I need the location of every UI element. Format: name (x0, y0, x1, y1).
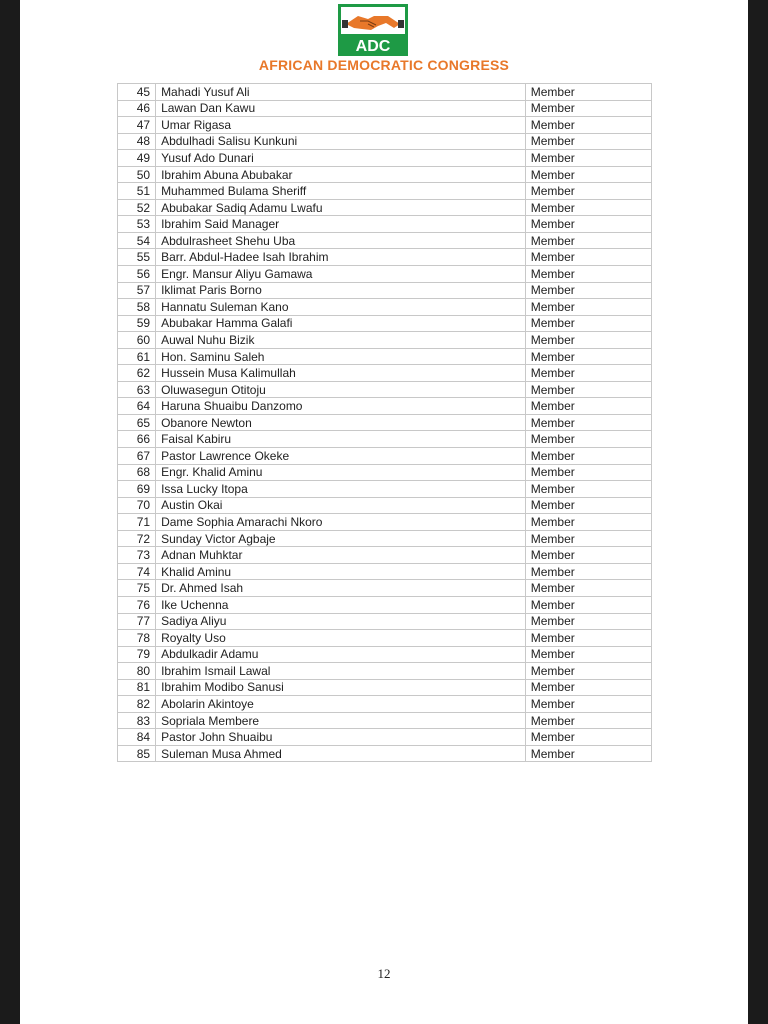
member-name: Umar Rigasa (156, 117, 526, 134)
member-number: 51 (118, 183, 156, 200)
table-row (118, 646, 652, 663)
member-name: Lawan Dan Kawu (156, 100, 526, 117)
table-row (118, 414, 652, 431)
member-number: 64 (118, 398, 156, 415)
member-role: Member (525, 299, 651, 316)
table-row (118, 679, 652, 696)
member-name: Iklimat Paris Borno (156, 282, 526, 299)
member-number: 66 (118, 431, 156, 448)
member-number: 58 (118, 299, 156, 316)
member-number: 61 (118, 348, 156, 365)
page-number: 12 (377, 966, 391, 981)
member-role: Member (525, 266, 651, 283)
table-row (118, 481, 652, 498)
table-row (118, 514, 652, 531)
member-role: Member (525, 547, 651, 564)
member-name: Dr. Ahmed Isah (156, 580, 526, 597)
member-number: 63 (118, 381, 156, 398)
member-role: Member (525, 497, 651, 514)
member-name: Abdulhadi Salisu Kunkuni (156, 133, 526, 150)
member-role: Member (525, 100, 651, 117)
table-row (118, 216, 652, 233)
member-name: Haruna Shuaibu Danzomo (156, 398, 526, 415)
members-table-body (118, 84, 652, 762)
member-name: Sunday Victor Agbaje (156, 530, 526, 547)
table-row (118, 464, 652, 481)
member-role: Member (525, 613, 651, 630)
logo-text: ADC (355, 38, 391, 55)
member-role: Member (525, 646, 651, 663)
table-row (118, 630, 652, 647)
member-name: Issa Lucky Itopa (156, 481, 526, 498)
member-role: Member (525, 712, 651, 729)
member-name: Obanore Newton (156, 414, 526, 431)
member-role: Member (525, 117, 651, 134)
member-role: Member (525, 84, 651, 101)
table-row (118, 199, 652, 216)
member-number: 83 (118, 712, 156, 729)
member-number: 72 (118, 530, 156, 547)
member-name: Suleman Musa Ahmed (156, 745, 526, 762)
member-number: 68 (118, 464, 156, 481)
member-name: Sadiya Aliyu (156, 613, 526, 630)
member-number: 75 (118, 580, 156, 597)
member-role: Member (525, 282, 651, 299)
member-number: 70 (118, 497, 156, 514)
member-name: Ibrahim Modibo Sanusi (156, 679, 526, 696)
member-name: Abdulrasheet Shehu Uba (156, 232, 526, 249)
member-name: Barr. Abdul-Hadee Isah Ibrahim (156, 249, 526, 266)
member-number: 69 (118, 481, 156, 498)
member-name: Hussein Musa Kalimullah (156, 365, 526, 382)
table-row (118, 613, 652, 630)
member-role: Member (525, 448, 651, 465)
member-role: Member (525, 481, 651, 498)
member-number: 73 (118, 547, 156, 564)
member-number: 84 (118, 729, 156, 746)
member-name: Pastor Lawrence Okeke (156, 448, 526, 465)
member-name: Hon. Saminu Saleh (156, 348, 526, 365)
member-number: 76 (118, 596, 156, 613)
table-row (118, 282, 652, 299)
member-name: Abolarin Akintoye (156, 696, 526, 713)
member-role: Member (525, 414, 651, 431)
member-number: 71 (118, 514, 156, 531)
table-row (118, 381, 652, 398)
member-role: Member (525, 150, 651, 167)
table-row (118, 183, 652, 200)
member-role: Member (525, 431, 651, 448)
table-row (118, 117, 652, 134)
member-name: Abubakar Sadiq Adamu Lwafu (156, 199, 526, 216)
member-name: Abdulkadir Adamu (156, 646, 526, 663)
member-number: 45 (118, 84, 156, 101)
member-role: Member (525, 348, 651, 365)
table-row (118, 596, 652, 613)
member-role: Member (525, 381, 651, 398)
member-name: Hannatu Suleman Kano (156, 299, 526, 316)
member-role: Member (525, 580, 651, 597)
member-number: 77 (118, 613, 156, 630)
member-number: 79 (118, 646, 156, 663)
table-row (118, 166, 652, 183)
member-name: Auwal Nuhu Bizik (156, 332, 526, 349)
table-row (118, 580, 652, 597)
member-number: 52 (118, 199, 156, 216)
member-role: Member (525, 365, 651, 382)
table-row (118, 315, 652, 332)
member-name: Yusuf Ado Dunari (156, 150, 526, 167)
member-role: Member (525, 332, 651, 349)
member-number: 47 (118, 117, 156, 134)
table-row (118, 266, 652, 283)
table-row (118, 232, 652, 249)
member-number: 74 (118, 563, 156, 580)
table-row (118, 497, 652, 514)
member-name: Ibrahim Abuna Abubakar (156, 166, 526, 183)
member-number: 60 (118, 332, 156, 349)
member-name: Austin Okai (156, 497, 526, 514)
member-number: 53 (118, 216, 156, 233)
member-role: Member (525, 563, 651, 580)
member-role: Member (525, 398, 651, 415)
table-row (118, 530, 652, 547)
organization-title: AFRICAN DEMOCRATIC CONGRESS (258, 57, 510, 73)
table-row (118, 448, 652, 465)
member-number: 85 (118, 745, 156, 762)
table-row (118, 729, 652, 746)
member-role: Member (525, 464, 651, 481)
member-role: Member (525, 232, 651, 249)
table-row (118, 745, 652, 762)
member-role: Member (525, 514, 651, 531)
member-number: 78 (118, 630, 156, 647)
member-number: 49 (118, 150, 156, 167)
table-row (118, 299, 652, 316)
member-role: Member (525, 745, 651, 762)
member-number: 56 (118, 266, 156, 283)
member-name: Engr. Khalid Aminu (156, 464, 526, 481)
member-number: 67 (118, 448, 156, 465)
member-number: 57 (118, 282, 156, 299)
members-table (117, 83, 652, 762)
table-row (118, 563, 652, 580)
table-row (118, 696, 652, 713)
table-row (118, 712, 652, 729)
member-role: Member (525, 249, 651, 266)
member-number: 59 (118, 315, 156, 332)
member-role: Member (525, 133, 651, 150)
member-name: Royalty Uso (156, 630, 526, 647)
member-role: Member (525, 596, 651, 613)
member-name: Khalid Aminu (156, 563, 526, 580)
table-row (118, 398, 652, 415)
table-row (118, 431, 652, 448)
member-number: 55 (118, 249, 156, 266)
member-role: Member (525, 166, 651, 183)
member-name: Ibrahim Ismail Lawal (156, 663, 526, 680)
member-name: Adnan Muhktar (156, 547, 526, 564)
member-role: Member (525, 530, 651, 547)
member-role: Member (525, 630, 651, 647)
member-name: Sopriala Membere (156, 712, 526, 729)
table-row (118, 348, 652, 365)
table-row (118, 100, 652, 117)
member-name: Engr. Mansur Aliyu Gamawa (156, 266, 526, 283)
member-name: Muhammed Bulama Sheriff (156, 183, 526, 200)
member-role: Member (525, 679, 651, 696)
member-role: Member (525, 216, 651, 233)
member-name: Abubakar Hamma Galafi (156, 315, 526, 332)
table-row (118, 332, 652, 349)
member-role: Member (525, 729, 651, 746)
member-number: 80 (118, 663, 156, 680)
table-row (118, 663, 652, 680)
member-name: Oluwasegun Otitoju (156, 381, 526, 398)
table-row (118, 365, 652, 382)
member-number: 81 (118, 679, 156, 696)
member-number: 50 (118, 166, 156, 183)
member-name: Faisal Kabiru (156, 431, 526, 448)
member-number: 48 (118, 133, 156, 150)
member-number: 62 (118, 365, 156, 382)
table-row (118, 547, 652, 564)
table-row (118, 84, 652, 101)
member-name: Mahadi Yusuf Ali (156, 84, 526, 101)
member-number: 82 (118, 696, 156, 713)
table-row (118, 133, 652, 150)
table-row (118, 249, 652, 266)
table-row (118, 150, 652, 167)
member-name: Pastor John Shuaibu (156, 729, 526, 746)
member-role: Member (525, 183, 651, 200)
member-number: 46 (118, 100, 156, 117)
member-role: Member (525, 315, 651, 332)
member-name: Ibrahim Said Manager (156, 216, 526, 233)
member-number: 65 (118, 414, 156, 431)
member-number: 54 (118, 232, 156, 249)
document-page (20, 0, 748, 1024)
member-name: Ike Uchenna (156, 596, 526, 613)
member-role: Member (525, 199, 651, 216)
member-role: Member (525, 696, 651, 713)
adc-logo (338, 4, 408, 56)
member-name: Dame Sophia Amarachi Nkoro (156, 514, 526, 531)
member-role: Member (525, 663, 651, 680)
